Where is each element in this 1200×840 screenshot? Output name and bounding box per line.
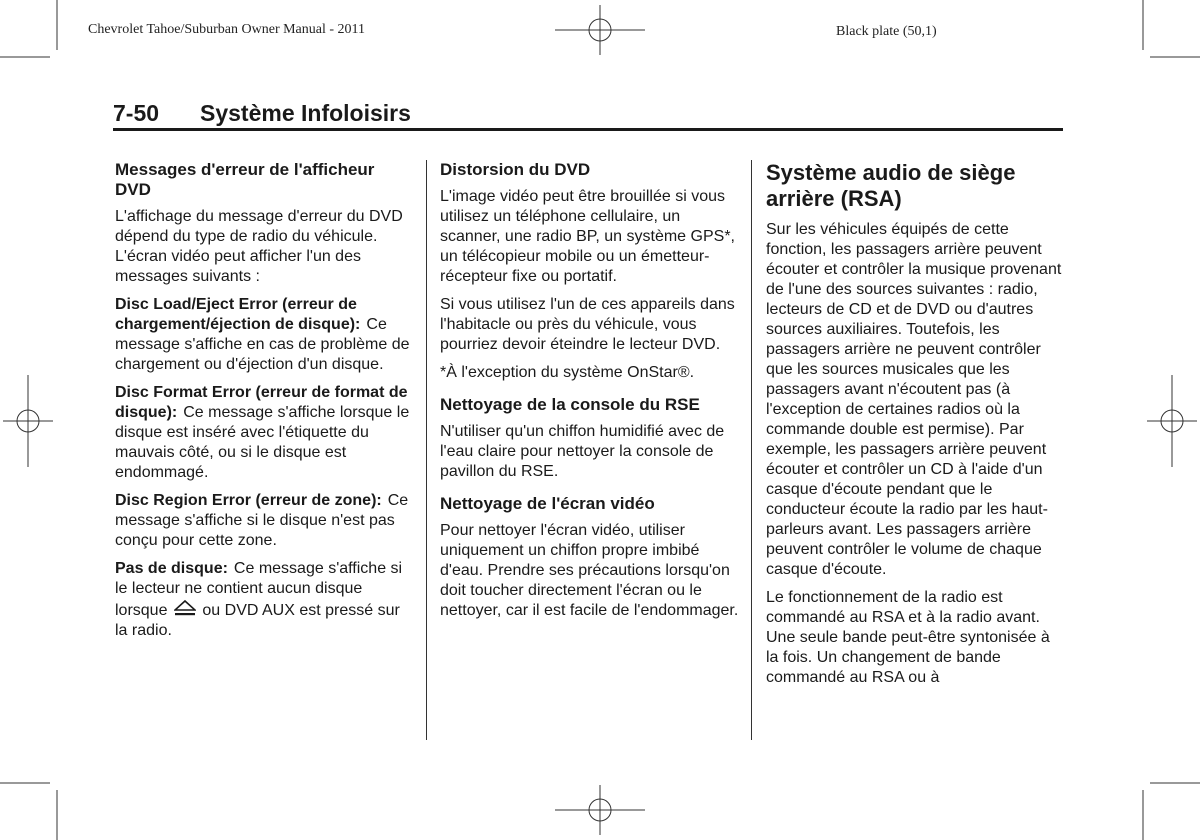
error-term: Disc Format Error (erreur de format de disque): xyxy=(115,384,408,421)
eject-icon xyxy=(174,599,196,617)
column-2 xyxy=(440,160,740,629)
page-title-row xyxy=(113,100,1063,130)
footnote: *À l'exception du système OnStar®. xyxy=(440,364,695,381)
title-rule xyxy=(113,128,1063,131)
page-number: 7-50 xyxy=(113,100,160,126)
column-divider xyxy=(751,160,752,740)
paragraph: N'utiliser qu'un chiffon humidifié avec de l'eau claire pour nettoyer la console de pavillon du RSE. xyxy=(440,423,725,480)
paragraph: Sur les véhicules équipés de cette fonction, les passagers arrière peuvent écouter et contrôler la musique provenant de l'une des sources suivantes : radio, lecteurs de CD et de DVD ou d'autres sources auxiliaires. Toutefois, les passagers arrière ne peuvent contrôler que les sources musicales que les passagers avant n'écoutent pas (à l'exception de certaines radios où la commande double est permise). Par exemple, les passagers arrière peuvent écouter et contrôler un CD à l'aide d'un casque d'écoute pendant que le conducteur écoute la radio par les haut-parleurs avant. Les passagers arrière peuvent contrôler le volume de chaque casque d'écoute. xyxy=(766,221,1062,578)
section-heading: Messages d'erreur de l'afficheur DVD xyxy=(115,160,375,199)
registration-mark-right xyxy=(1147,375,1197,467)
column-1 xyxy=(115,160,415,649)
section-heading: Système audio de siège arrière (RSA) xyxy=(766,160,1016,211)
error-term: Disc Region Error (erreur de zone): xyxy=(115,492,382,509)
error-item xyxy=(115,295,415,375)
error-description: Ce message s'affiche si le lecteur ne contient aucun disque lorsque xyxy=(115,560,403,619)
running-header-title: Chevrolet Tahoe/Suburban Owner Manual - 2011 xyxy=(88,22,366,37)
paragraph: Si vous utilisez l'un de ces appareils dans l'habitacle ou près du véhicule, vous pourriez devoir éteindre le lecteur DVD. xyxy=(440,296,735,353)
section-heading: Distorsion du DVD xyxy=(440,160,591,179)
paragraph: L'affichage du message d'erreur du DVD dépend du type de radio du véhicule. L'écran vidéo peut afficher l'un des messages suivants : xyxy=(115,208,403,285)
section-heading: Nettoyage de l'écran vidéo xyxy=(440,494,655,513)
error-term: Pas de disque: xyxy=(115,560,228,577)
registration-mark-left xyxy=(3,375,53,467)
error-description: Ce message s'affiche lorsque le disque est inséré avec l'étiquette du mauvais côté, ou si le disque est endommagé. xyxy=(115,404,410,481)
error-description-cont: ou DVD AUX est pressé sur la radio. xyxy=(115,602,400,639)
registration-mark-bottom xyxy=(555,785,645,835)
paragraph: L'image vidéo peut être brouillée si vous utilisez un téléphone cellulaire, un scanner, une radio BP, un système GPS*, un télécopieur mobile ou un émetteur-récepteur fixe ou portatif. xyxy=(440,188,735,285)
running-header-plate: Black plate (50,1) xyxy=(836,24,937,39)
registration-mark-top xyxy=(555,5,645,55)
paragraph: Le fonctionnement de la radio est commandé au RSA et à la radio avant. Une seule bande peut-être syntonisée à la fois. Un changement de bande commandé au RSA ou à xyxy=(766,589,1050,686)
section-heading: Nettoyage de la console du RSE xyxy=(440,395,700,414)
page-title: Système Infoloisirs xyxy=(200,100,411,126)
paragraph: Pour nettoyer l'écran vidéo, utiliser uniquement un chiffon propre imbibé d'eau. Prendre ses précautions lorsqu'on doit toucher directement l'écran ou le nettoyer, car il est facile de l'endommager. xyxy=(440,522,739,619)
error-item xyxy=(115,383,415,483)
error-item xyxy=(115,491,415,551)
column-divider xyxy=(426,160,427,740)
error-description: Ce message s'affiche en cas de problème de chargement ou d'éjection d'un disque. xyxy=(115,316,410,373)
error-item xyxy=(115,559,415,641)
column-3 xyxy=(766,160,1066,696)
error-description: Ce message s'affiche si le disque n'est pas conçu pour cette zone. xyxy=(115,492,409,549)
error-term: Disc Load/Eject Error (erreur de chargement/éjection de disque): xyxy=(115,296,361,333)
